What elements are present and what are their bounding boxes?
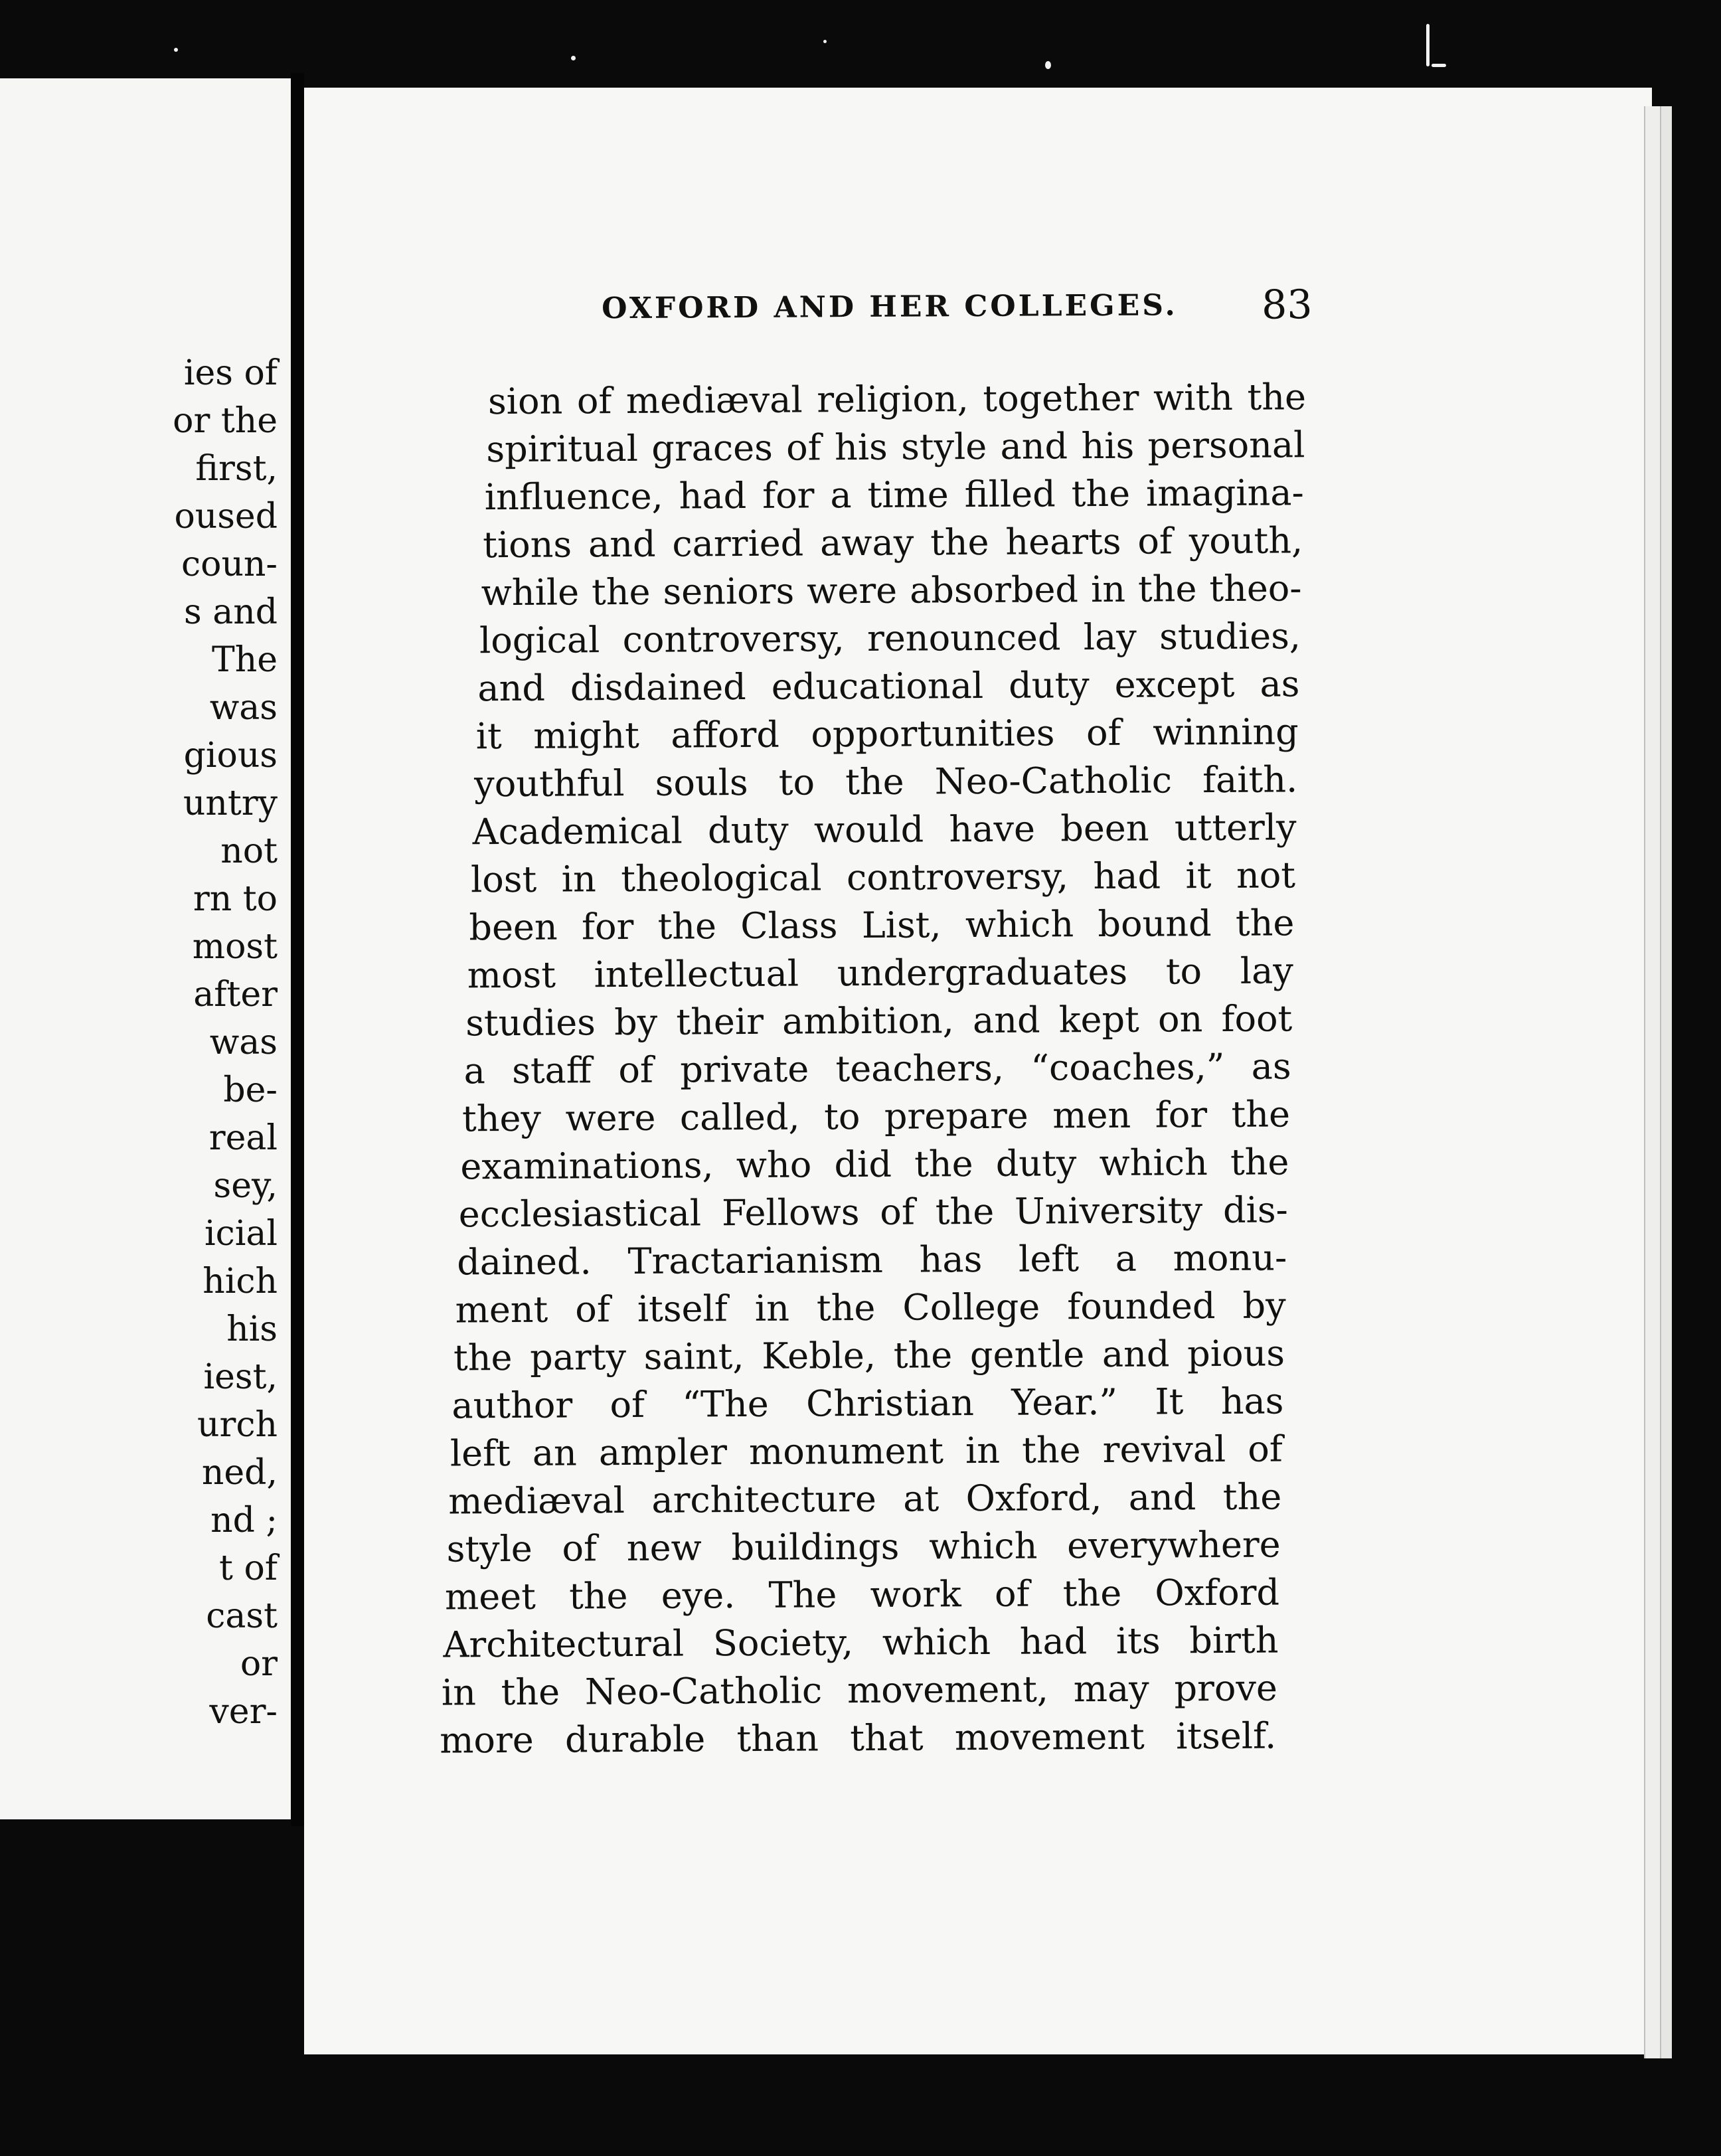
facing-line: after bbox=[193, 975, 278, 1015]
body-line: sion of mediæval religion, together with the bbox=[487, 376, 1307, 423]
facing-line: first, bbox=[195, 449, 278, 489]
facing-line: not bbox=[220, 831, 278, 871]
body-line: ecclesiastical Fellows of the University dis- bbox=[458, 1189, 1288, 1236]
body-line: while the seniors were absorbed in the theo- bbox=[481, 567, 1302, 614]
body-line: spiritual graces of his style and his personal bbox=[486, 424, 1305, 471]
body-line: the party saint, Keble, the gentle and pious bbox=[453, 1332, 1285, 1379]
body-line: meet the eye. The work of the Oxford bbox=[444, 1571, 1280, 1618]
page-number: 83 bbox=[1262, 282, 1313, 329]
facing-line: or the bbox=[173, 401, 278, 441]
facing-line: nd ; bbox=[210, 1501, 278, 1540]
facing-line: icial bbox=[204, 1214, 278, 1254]
facing-line: be- bbox=[223, 1070, 278, 1110]
body-line: Academical duty would have been utterly bbox=[472, 806, 1297, 853]
body-line: in the Neo-Catholic movement, may prove bbox=[441, 1667, 1278, 1714]
body-line: lost in theological controversy, had it not bbox=[470, 854, 1296, 901]
body-line: most intellectual undergraduates to lay bbox=[467, 950, 1293, 997]
body-line: been for the Class List, which bound the bbox=[469, 902, 1295, 949]
body-line: tions and carried away the hearts of youth, bbox=[483, 519, 1303, 566]
body-line: dained. Tractarianism has left a monu- bbox=[457, 1236, 1287, 1284]
facing-line: gious bbox=[183, 736, 278, 776]
facing-line: urch bbox=[197, 1405, 278, 1445]
facing-line: ies of bbox=[183, 353, 278, 393]
facing-line: was bbox=[209, 688, 278, 728]
body-line: youthful souls to the Neo-Catholic faith. bbox=[474, 758, 1298, 805]
facing-line: cast bbox=[206, 1596, 278, 1636]
facing-line: sey, bbox=[213, 1166, 278, 1206]
body-line: author of “The Christian Year.” It has bbox=[451, 1380, 1284, 1427]
facing-line: ver- bbox=[209, 1692, 278, 1732]
running-head: OXFORD AND HER COLLEGES. bbox=[602, 288, 1178, 326]
facing-line: most bbox=[192, 927, 278, 967]
facing-line: The bbox=[212, 640, 278, 680]
facing-line: untry bbox=[183, 784, 278, 823]
facing-line: oused bbox=[174, 497, 278, 537]
body-line: logical controversy, renounced lay studies, bbox=[479, 615, 1301, 662]
body-line: and disdained educational duty except as bbox=[477, 663, 1300, 710]
body-line: examinations, who did the duty which the bbox=[460, 1141, 1289, 1188]
facing-line: real bbox=[208, 1118, 278, 1158]
facing-line: or bbox=[240, 1644, 278, 1684]
body-line: style of new buildings which everywhere bbox=[446, 1523, 1281, 1570]
body-line: more durable than that movement itself. bbox=[440, 1714, 1277, 1762]
body-line: ment of itself in the College founded by bbox=[455, 1284, 1286, 1331]
body-line: they were called, to prepare men for the bbox=[461, 1093, 1291, 1140]
body-line: Architectural Society, which had its birth bbox=[443, 1619, 1279, 1666]
body-line: mediæval architecture at Oxford, and the bbox=[448, 1475, 1282, 1523]
facing-line: s and bbox=[184, 592, 278, 632]
facing-line: hich bbox=[203, 1262, 278, 1301]
facing-line: was bbox=[209, 1023, 278, 1062]
facing-line: his bbox=[226, 1309, 278, 1349]
facing-line: t of bbox=[219, 1548, 278, 1588]
body-line: left an ampler monument in the revival of bbox=[450, 1428, 1283, 1475]
facing-line: coun- bbox=[181, 544, 278, 584]
body-line: studies by their ambition, and kept on foot bbox=[465, 997, 1293, 1044]
body-line: it might afford opportunities of winning bbox=[475, 710, 1299, 758]
facing-line: rn to bbox=[193, 879, 278, 919]
body-line: a staff of private teachers, “coaches,” as bbox=[463, 1045, 1291, 1092]
body-line: influence, had for a time filled the imagina- bbox=[484, 471, 1304, 519]
facing-line: iest, bbox=[203, 1357, 278, 1397]
facing-line: ned, bbox=[201, 1453, 278, 1493]
